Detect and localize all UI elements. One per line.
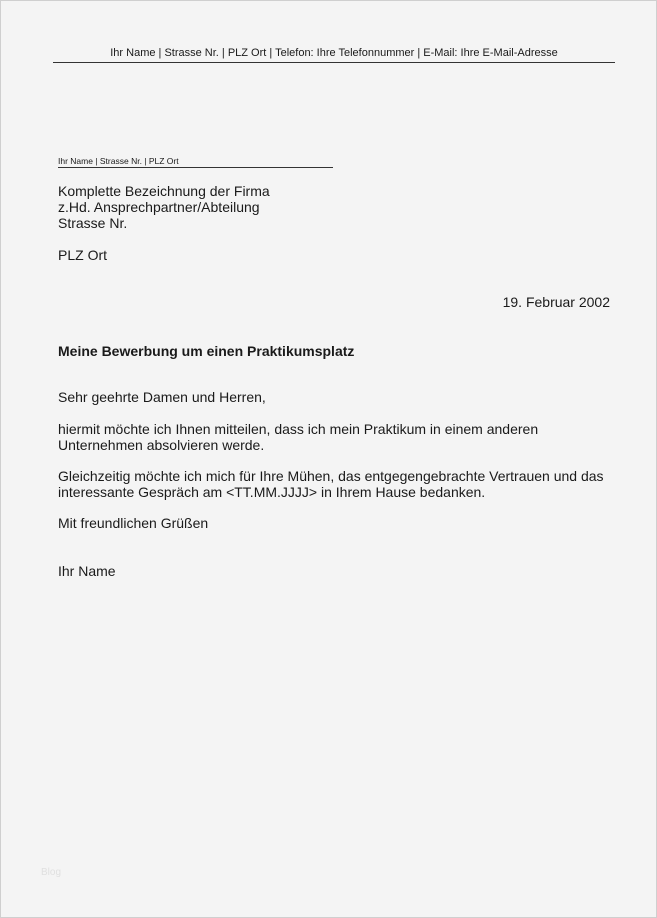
- recipient-company: Komplette Bezeichnung der Firma: [58, 183, 270, 199]
- letter-date: 19. Februar 2002: [502, 294, 610, 310]
- salutation: Sehr geehrte Damen und Herren,: [58, 389, 266, 405]
- watermark: Blog: [41, 867, 62, 878]
- paragraph-2-line-2: interessante Gespräch am <TT.MM.JJJJ> in Ihrem Hause bedanken.: [58, 484, 486, 500]
- recipient-attention: z.Hd. Ansprechpartner/Abteilung: [58, 199, 260, 215]
- signature-name: Ihr Name: [58, 563, 116, 579]
- paragraph-1-line-1: hiermit möchte ich Ihnen mitteilen, dass ich mein Praktikum in einem anderen: [58, 421, 539, 437]
- header-contact-line: Ihr Name | Strasse Nr. | PLZ Ort | Telefon: Ihre Telefonnummer | E-Mail: Ihre E-Mail-Adresse: [53, 47, 615, 63]
- recipient-street: Strasse Nr.: [58, 215, 128, 231]
- recipient-city: PLZ Ort: [58, 247, 108, 263]
- sender-return-address: Ihr Name | Strasse Nr. | PLZ Ort: [58, 156, 333, 168]
- letter-subject: Meine Bewerbung um einen Praktikumsplatz: [58, 343, 355, 359]
- paragraph-1-line-2: Unternehmen absolvieren werde.: [58, 437, 265, 453]
- closing: Mit freundlichen Grüßen: [58, 515, 209, 531]
- paragraph-2-line-1: Gleichzeitig möchte ich mich für Ihre Mühen, das entgegengebrachte Vertrauen und das: [58, 468, 604, 484]
